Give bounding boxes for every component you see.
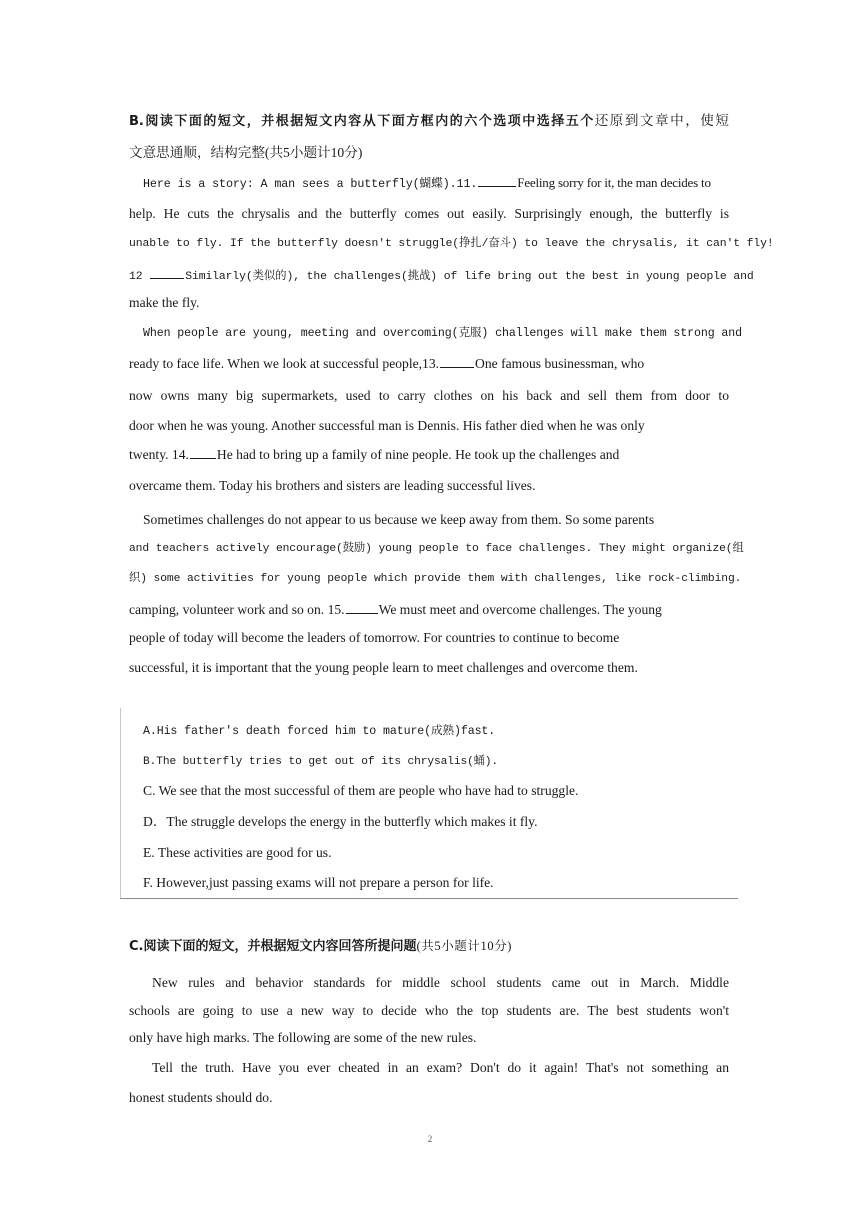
passage-line: 12 Similarly(类似的), the challenges(挑战) of life bring out the best in young people and [129, 266, 729, 286]
passage-line: door when he was young. Another successful man is Dennis. His father died when he was only [129, 418, 645, 433]
option-f: F. However,just passing exams will not prepare a person for life. [143, 875, 494, 890]
option-d: D．The struggle develops the energy in the butterfly which makes it fly. [143, 814, 538, 829]
option-a: A.His father's death forced him to mature(成熟)fast. [143, 725, 496, 738]
passage-line: Here is a story: A man sees a butterfly(蝴蝶).11. Feeling sorry for it, the man decides to [143, 175, 711, 191]
passage-line: honest students should do. [129, 1090, 273, 1105]
passage-line: camping, volunteer work and so on. 15. We must meet and overcome challenges. The young [129, 602, 662, 617]
answer-blank-14[interactable] [190, 446, 216, 459]
option-e: E. These activities are good for us. [143, 845, 332, 860]
passage-line: overcame them. Today his brothers and sisters are leading successful lives. [129, 478, 536, 493]
section-b-heading: B.阅读下面的短文，并根据短文内容从下面方框内的六个选项中选择五个还原到文章中，使短 [129, 113, 729, 129]
passage-line: New rules and behavior standards for middle school students came out in March. Middle [152, 975, 729, 990]
section-b-heading-line2: 文意思通顺，结构完整(共5小题计10分) [129, 145, 363, 160]
passage-line: 织) some activities for young people which provide them with challenges, like rock-climbing. [129, 573, 742, 585]
passage-line: people of today will become the leaders of tomorrow. For countries to continue to become [129, 630, 620, 645]
answer-blank-13[interactable] [440, 355, 474, 368]
options-box-border [120, 708, 121, 898]
option-b: B.The butterfly tries to get out of its chrysalis(蛹). [143, 756, 498, 768]
section-c-heading: C.阅读下面的短文，并根据短文内容回答所提问题(共5小题计10分) [129, 939, 513, 954]
passage-line: ready to face life. When we look at successful people,13. One famous businessman, who [129, 356, 645, 371]
passage-line: successful, it is important that the young people learn to meet challenges and overcome them. [129, 660, 638, 675]
passage-line: help. He cuts the chrysalis and the butterfly comes out easily. Surprisingly enough, the butterfly is [129, 206, 729, 221]
passage-line: unable to fly. If the butterfly doesn't struggle(挣扎/奋斗) to leave the chrysalis, it can't fly! [129, 238, 774, 250]
passage-line: and teachers actively encourage(鼓励) young people to face challenges. They might organize(组 [129, 543, 744, 555]
options-box-bottom-rule [120, 898, 738, 899]
passage-line: Tell the truth. Have you ever cheated in an exam? Don't do it again! That's not something an [152, 1060, 729, 1075]
passage-line: When people are young, meeting and overcoming(克服) challenges will make them strong and [143, 327, 743, 340]
answer-blank-11[interactable] [478, 174, 516, 187]
option-c: C. We see that the most successful of them are people who have had to struggle. [143, 783, 579, 798]
passage-line: make the fly. [129, 295, 200, 310]
passage-line: only have high marks. The following are some of the new rules. [129, 1030, 477, 1045]
passage-line: now owns many big supermarkets, used to carry clothes on his back and sell them from door to [129, 388, 729, 403]
passage-line: twenty. 14. He had to bring up a family of nine people. He took up the challenges and [129, 447, 620, 462]
answer-blank-15[interactable] [346, 601, 378, 614]
passage-line: schools are going to use a new way to decide who the top students are. The best students won't [129, 1003, 729, 1018]
answer-blank-12[interactable] [150, 266, 184, 279]
page-number: 2 [427, 1134, 433, 1144]
passage-line: Sometimes challenges do not appear to us because we keep away from them. So some parents [143, 512, 655, 527]
